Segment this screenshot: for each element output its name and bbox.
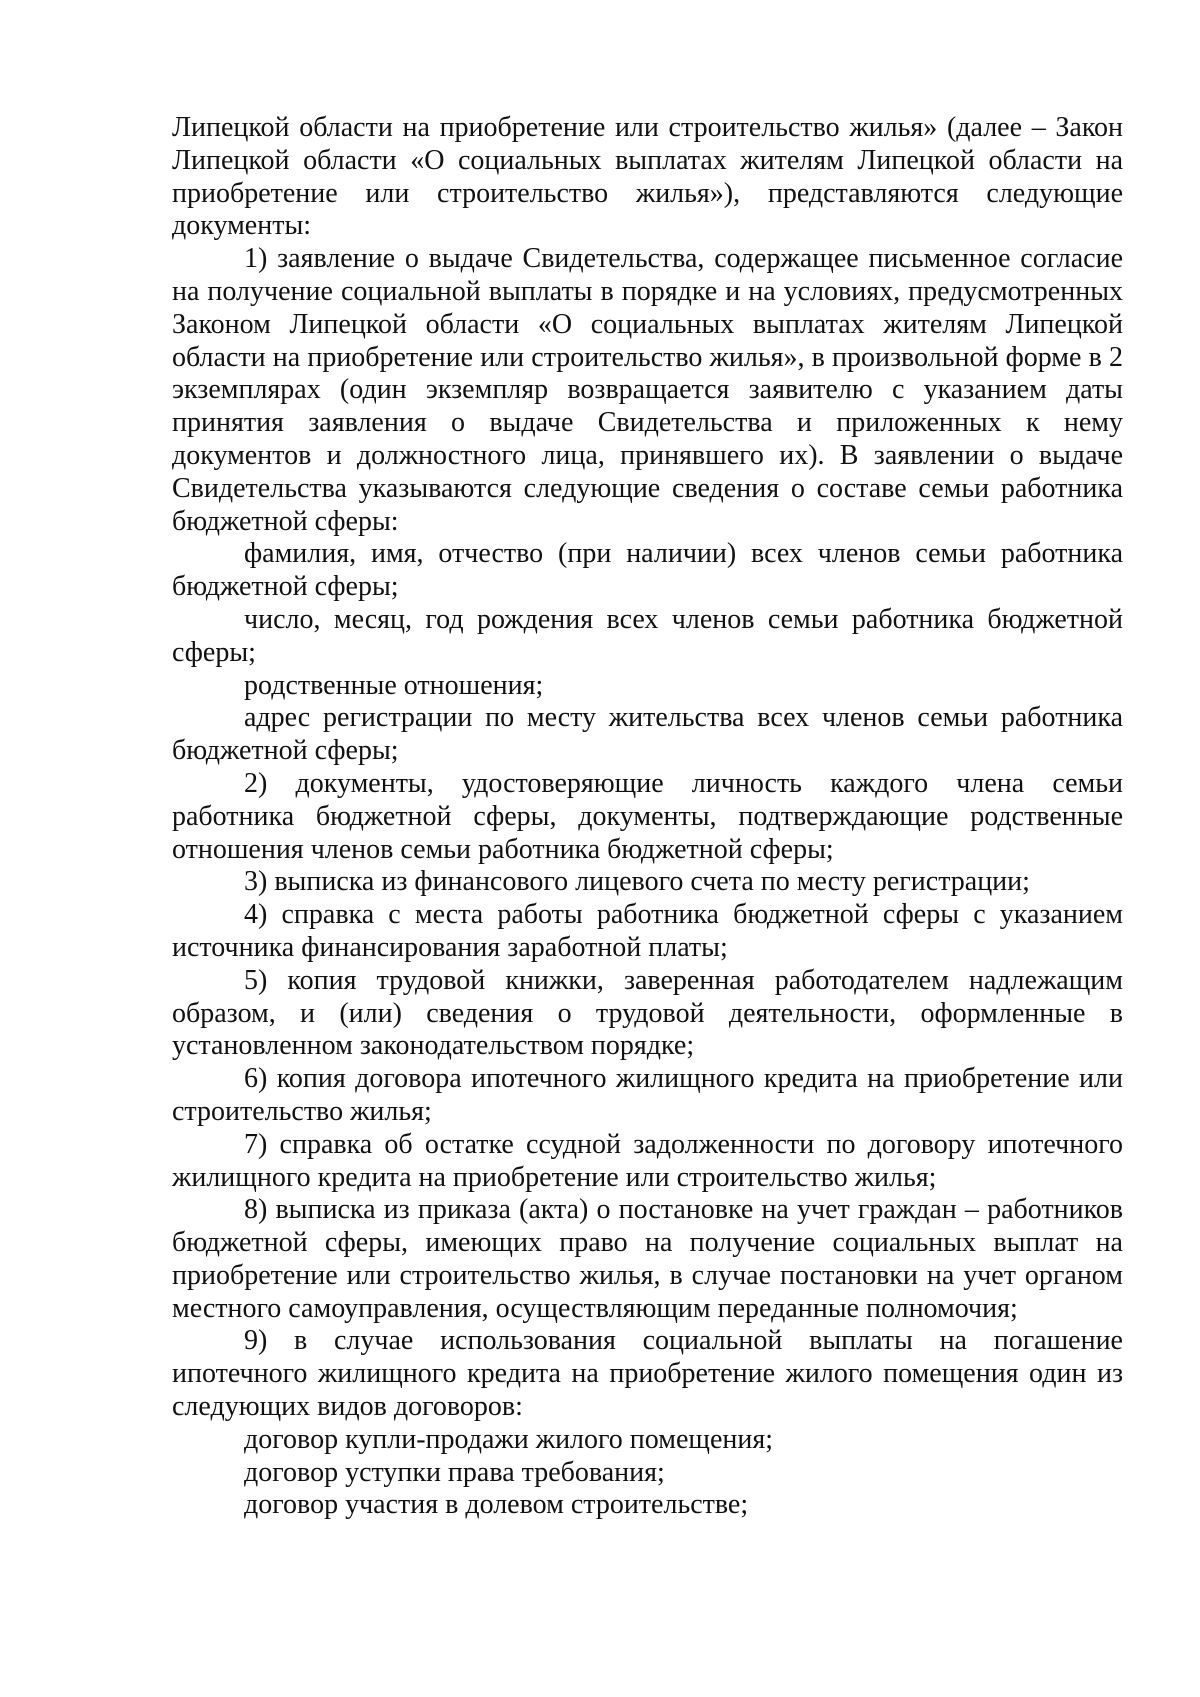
paragraph-contract-purchase: договор купли-продажи жилого помещения; (244, 1423, 774, 1455)
paragraph-item-5-work-record: 5) копия трудовой книжки, заверенная работодателем надлежащим образом, и (или) сведения о трудовой деятельности, оформленные в установленном законодательством порядке; (172, 964, 1123, 1062)
paragraph-family-relations: родственные отношения; (244, 669, 544, 701)
paragraph-contract-shared-construction: договор участия в долевом строительстве; (244, 1489, 749, 1521)
paragraph-item-1-application: 1) заявление о выдаче Свидетельства, содержащее письменное согласие на получение социальной выплаты в порядке и на условиях, предусмотренных Законом Липецкой области «О социальных выплатах жителям Липецкой области на приобретение или строительство жилья», в произвольной форме в 2 экземплярах (один экземпляр возвращается заявителю с указанием даты принятия заявления о выдаче Свидетельства и приложенных к нему документов и должностного лица, принявшего их). В заявлении о выдаче Свидетельства указываются следующие сведения о составе семьи работника бюджетной сферы: (172, 243, 1123, 537)
paragraph-family-birthdates: число, месяц, год рождения всех членов семьи работника бюджетной сферы; (172, 603, 1123, 668)
paragraph-item-4-employment-certificate: 4) справка с места работы работника бюджетной сферы с указанием источника финансирования заработной платы; (172, 899, 1123, 963)
paragraph-item-6-mortgage-contract: 6) копия договора ипотечного жилищного кредита на приобретение или строительство жилья; (172, 1063, 1123, 1127)
document-body (172, 112, 1123, 1522)
paragraph-item-7-loan-balance: 7) справка об остатке ссудной задолженности по договору ипотечного жилищного кредита на приобретение или строительство жилья; (172, 1128, 1123, 1193)
paragraph-contract-assignment: договор уступки права требования; (244, 1456, 665, 1488)
paragraph-item-2-identity-documents: 2) документы, удостоверяющие личность каждого члена семьи работника бюджетной сферы, документы, подтверждающие родственные отношения членов семьи работника бюджетной сферы; (172, 767, 1123, 865)
paragraph-item-9-contract-types: 9) в случае использования социальной выплаты на погашение ипотечного жилищного кредита на приобретение жилого помещения один из следующих видов договоров: (172, 1325, 1123, 1423)
paragraph-family-address: адрес регистрации по месту жительства всех членов семьи работника бюджетной сферы; (172, 702, 1123, 767)
paragraph-item-3-account-extract: 3) выписка из финансового лицевого счета по месту регистрации; (244, 866, 1030, 898)
paragraph-intro: Липецкой области на приобретение или строительство жилья» (далее – Закон Липецкой области «О социальных выплатах жителям Липецкой области на приобретение или строительство жилья»), представляются следующие документы: (172, 112, 1123, 242)
paragraph-item-8-registration-order: 8) выписка из приказа (акта) о постановке на учет граждан – работников бюджетной сферы, имеющих право на получение социальных выплат на приобретение или строительство жилья, в случае постановки на учет органом местного самоуправления, осуществляющим переданные полномочия; (172, 1194, 1123, 1324)
paragraph-family-names: фамилия, имя, отчество (при наличии) всех членов семьи работника бюджетной сферы; (172, 538, 1123, 603)
